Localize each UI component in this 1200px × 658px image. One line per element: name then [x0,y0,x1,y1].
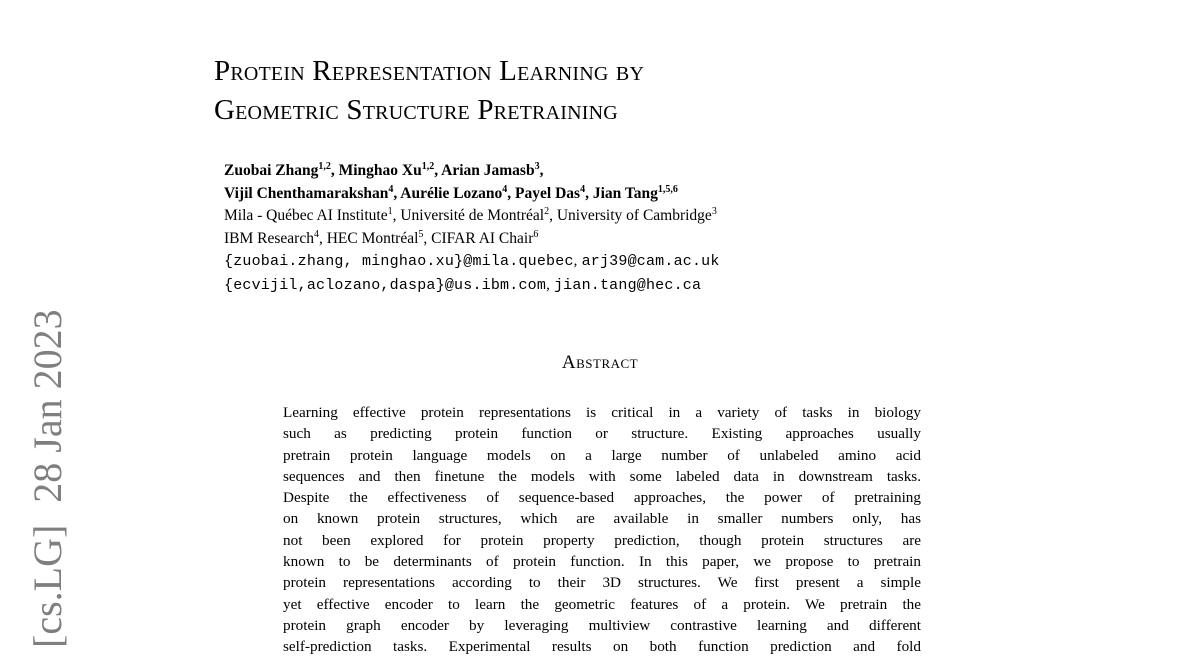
author-name: Minghao Xu [338,162,422,179]
author-separator: , [393,184,401,202]
abstract-line: Learning effective protein representations is critical in a variety of tasks in biology [283,404,921,421]
affiliation-name: CIFAR AI Chair [431,229,534,247]
author-affiliation-mark: 4 [388,183,394,195]
author-affiliation-mark: 1,2 [318,160,331,172]
title-line-2: Geometric Structure Pretraining [214,94,618,126]
affiliation-name: University of Cambridge [556,207,712,224]
author-affiliation-mark: 3 [534,160,540,172]
affiliation-number: 2 [544,205,550,217]
email-address[interactable]: {zuobai.zhang, minghao.xu}@mila.quebec [224,253,574,270]
affiliation-name: Université de Montréal [400,207,545,224]
author-line-1 [224,160,984,183]
author-separator: , [585,184,593,202]
email-line-1 [224,250,984,274]
abstract-line: self-prediction tasks. Experimental results on both function prediction and fold [283,638,921,656]
affiliation-separator: , [392,207,401,224]
affiliation-name: Mila - Québec AI Institute [224,207,388,224]
abstract-heading: Abstract [561,352,639,373]
abstract-line: protein representations according to their 3D structures. We first present a simple [283,574,921,592]
author-separator: , [330,162,339,179]
affiliation-separator: , [549,207,557,224]
title-line-1: Protein Representation Learning by [214,55,645,87]
affiliation-separator: , [318,229,327,247]
affiliation-separator: , [423,229,432,247]
author-name: Zuobai Zhang [224,162,319,179]
email-separator: , [546,276,554,293]
affiliation-number: 4 [313,228,319,240]
affiliation-number: 6 [533,228,539,240]
abstract-line: known to be determinants of protein function. In this paper, we propose to pretrain [283,553,921,571]
affiliation-line-2 [224,228,984,251]
abstract-line: pretrain protein language models on a large number of unlabeled amino acid [283,446,921,464]
author-affiliation-mark: 1,5,6 [657,183,678,195]
author-affiliation-mark: 4 [502,183,508,195]
author-name: Vijil Chenthamarakshan [224,184,389,202]
abstract-line: Despite the effectiveness of sequence-based approaches, the power of pretraining [283,489,921,507]
author-affiliation-mark: 1,2 [421,160,435,172]
arxiv-date: 28 Jan 2023 [25,309,70,503]
abstract-line: not been explored for protein property prediction, though protein structures are [283,531,921,549]
affiliation-number: 1 [387,205,393,217]
author-name: Payel Das [515,184,581,202]
author-separator: , [507,184,516,202]
email-address[interactable]: arj39@cam.ac.uk [581,253,720,270]
abstract-line: yet effective encoder to learn the geometric features of a protein. We pretrain the [283,595,921,613]
author-name: Jian Tang [592,184,658,202]
abstract-body [283,402,921,658]
affiliation-name: IBM Research [224,229,314,247]
author-name: Aurélie Lozano [400,184,503,202]
abstract-line: protein graph encoder by leveraging multiview contrastive learning and different [283,616,921,634]
affiliation-line-1 [224,205,984,228]
email-line-2 [224,274,984,298]
arxiv-category: [cs.LG] [25,524,70,648]
author-line-2 [224,183,984,206]
paper-title [214,52,994,130]
abstract-line: on known protein structures, which are available in smaller numbers only, has [283,510,921,528]
abstract-line: sequences and then finetune the models with some labeled data in downstream tasks. [283,467,921,485]
author-affiliation-mark: 4 [580,183,586,195]
author-block [224,160,984,297]
affiliation-number: 5 [418,228,424,240]
email-address[interactable]: jian.tang@hec.ca [553,276,702,294]
abstract-line: such as predicting protein function or structure. Existing approaches usually [283,425,921,443]
email-address[interactable]: {ecvijil,aclozano,daspa}@us.ibm.com [224,276,547,294]
author-name: Arian Jamasb [441,162,535,179]
affiliation-name: HEC Montréal [326,229,419,247]
affiliation-number: 3 [711,205,717,217]
author-separator: , [434,162,442,179]
email-separator: , [573,253,582,269]
author-separator: , [539,162,544,179]
